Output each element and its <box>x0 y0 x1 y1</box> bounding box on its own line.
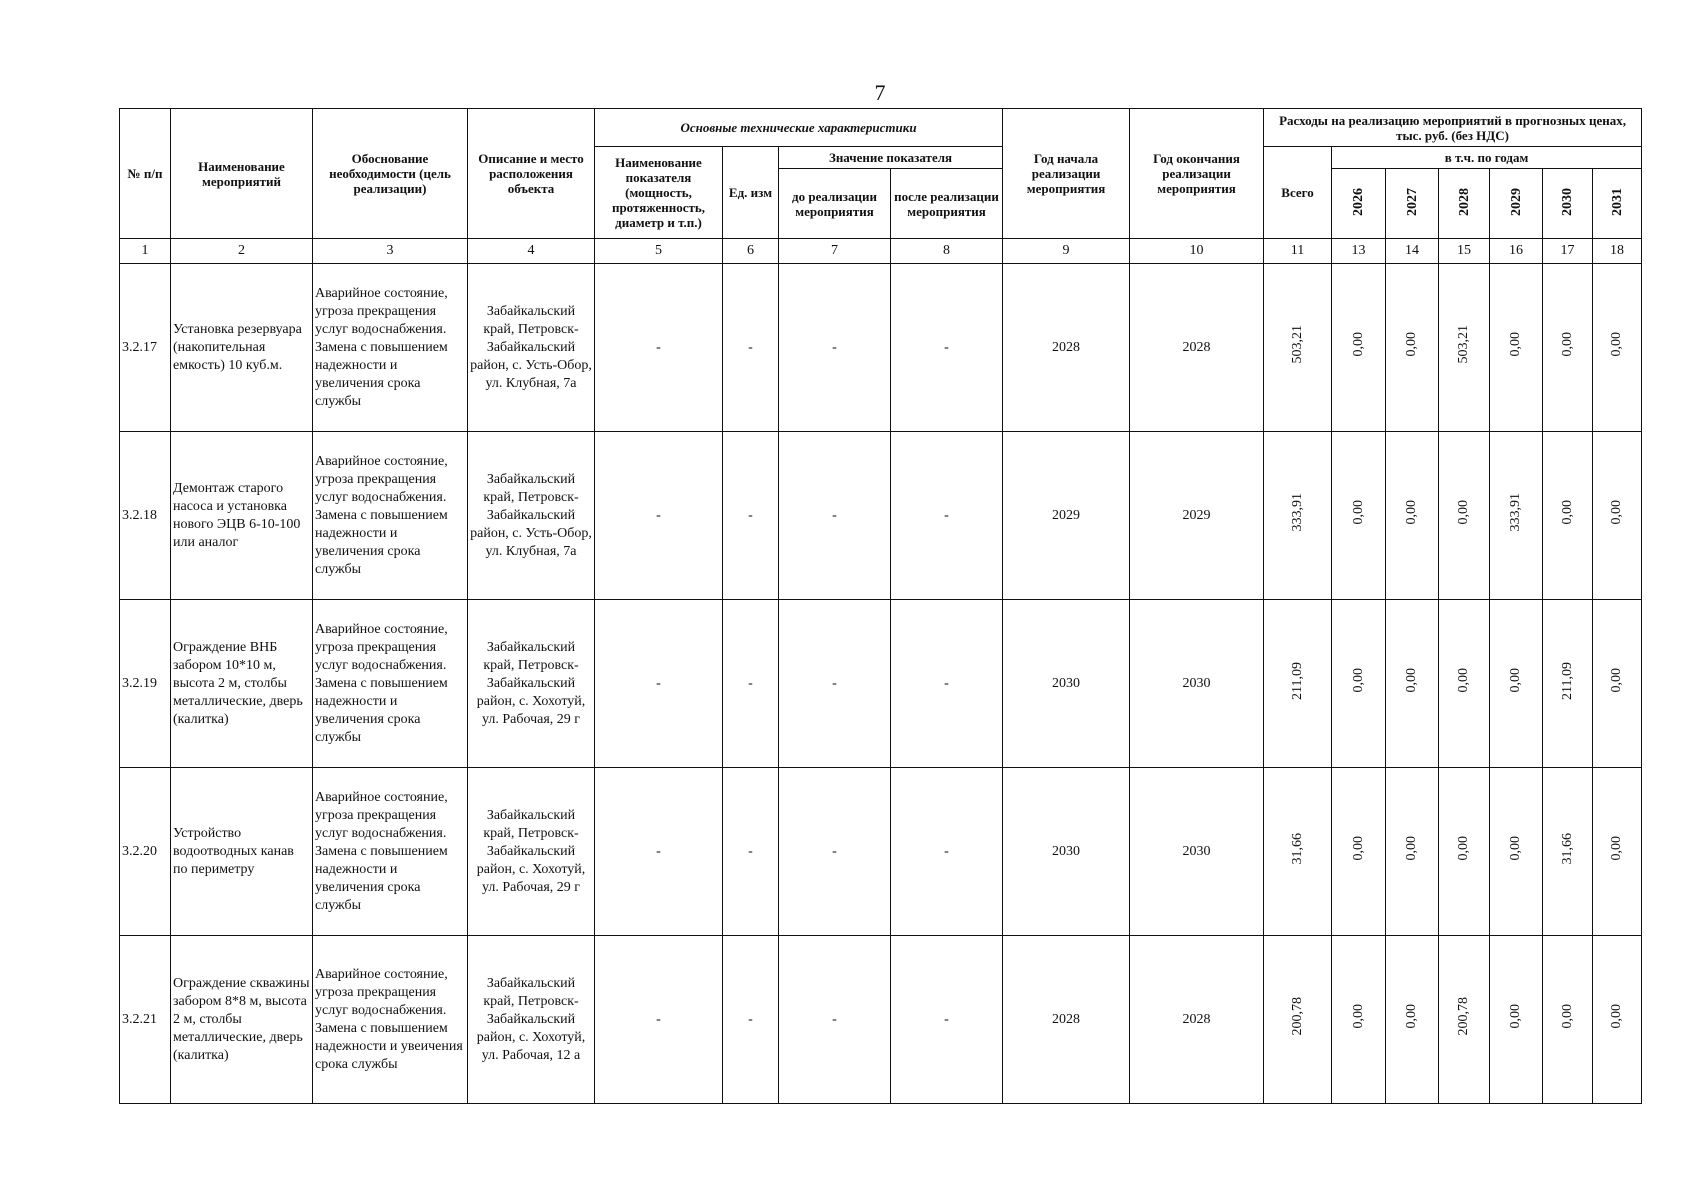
header-start-year: Год начала реализации мероприятия <box>1003 109 1130 239</box>
header-year-2028: 2028 <box>1439 169 1490 239</box>
header-end-year: Год окончания реализации мероприятия <box>1130 109 1264 239</box>
column-number: 4 <box>468 239 595 264</box>
column-number: 15 <box>1439 239 1490 264</box>
header-year-2027: 2027 <box>1386 169 1439 239</box>
table-row <box>120 936 1642 1104</box>
value-before: - <box>779 432 891 600</box>
column-number: 13 <box>1332 239 1386 264</box>
cost-2028: 0,00 <box>1439 600 1490 768</box>
header-after: после реализации мероприятия <box>891 169 1003 239</box>
cost-2026: 0,00 <box>1332 600 1386 768</box>
header-years-group: в т.ч. по годам <box>1332 147 1642 169</box>
column-number: 1 <box>120 239 171 264</box>
measure-location: Забайкальский край, Петровск-Забайкальский район, с. Хохотуй, ул. Рабочая, 29 г <box>468 768 595 936</box>
indicator-name: - <box>595 264 723 432</box>
indicator-name: - <box>595 432 723 600</box>
cost-2029: 0,00 <box>1490 600 1543 768</box>
start-year: 2029 <box>1003 432 1130 600</box>
column-number: 7 <box>779 239 891 264</box>
header-value-group: Значение показателя <box>779 147 1003 169</box>
cost-2029: 0,00 <box>1490 768 1543 936</box>
measure-location: Забайкальский край, Петровск-Забайкальский район, с. Хохотуй, ул. Рабочая, 29 г <box>468 600 595 768</box>
start-year: 2028 <box>1003 264 1130 432</box>
table-row <box>120 264 1642 432</box>
investment-measures-table <box>119 108 1642 1104</box>
column-number: 10 <box>1130 239 1264 264</box>
cost-2026: 0,00 <box>1332 264 1386 432</box>
cost-2030: 31,66 <box>1543 768 1593 936</box>
header-unit: Ед. изм <box>723 147 779 239</box>
header-year-2029: 2029 <box>1490 169 1543 239</box>
cost-2028: 200,78 <box>1439 936 1490 1104</box>
value-before: - <box>779 600 891 768</box>
measure-name: Ограждение ВНБ забором 10*10 м, высота 2 м, столбы металлические, дверь (калитка) <box>171 600 313 768</box>
measure-reason: Аварийное состояние, угроза прекращения услуг водоснабжения. Замена с повышением надежности и увеличения срока службы <box>313 768 468 936</box>
cost-2030: 0,00 <box>1543 432 1593 600</box>
header-year-2030: 2030 <box>1543 169 1593 239</box>
measure-name: Устройство водоотводных канав по периметру <box>171 768 313 936</box>
cost-total: 503,21 <box>1264 264 1332 432</box>
measure-reason: Аварийное состояние, угроза прекращения услуг водоснабжения. Замена с повышением надежности и увеличения срока службы <box>313 264 468 432</box>
measure-reason: Аварийное состояние, угроза прекращения услуг водоснабжения. Замена с повышением надежности и увеичения срока службы <box>313 936 468 1104</box>
cost-2027: 0,00 <box>1386 264 1439 432</box>
cost-2028: 503,21 <box>1439 264 1490 432</box>
cost-total: 211,09 <box>1264 600 1332 768</box>
value-after: - <box>891 936 1003 1104</box>
cost-2027: 0,00 <box>1386 600 1439 768</box>
cost-2031: 0,00 <box>1593 600 1642 768</box>
unit: - <box>723 768 779 936</box>
table-row <box>120 768 1642 936</box>
indicator-name: - <box>595 768 723 936</box>
column-number: 5 <box>595 239 723 264</box>
cost-total: 333,91 <box>1264 432 1332 600</box>
header-indicator: Наименование показателя (мощность, протяженность, диаметр и т.п.) <box>595 147 723 239</box>
header-reason: Обоснование необходимости (цель реализации) <box>313 109 468 239</box>
column-number: 14 <box>1386 239 1439 264</box>
measure-name: Демонтаж старого насоса и установка нового ЭЦВ 6-10-100 или аналог <box>171 432 313 600</box>
header-costs-group: Расходы на реализацию мероприятий в прогнозных ценах, тыс. руб. (без НДС) <box>1264 109 1642 147</box>
header-year-2026: 2026 <box>1332 169 1386 239</box>
row-number: 3.2.21 <box>120 936 171 1104</box>
measure-reason: Аварийное состояние, угроза прекращения услуг водоснабжения. Замена с повышением надежности и увеличения срока службы <box>313 600 468 768</box>
cost-2027: 0,00 <box>1386 936 1439 1104</box>
cost-2029: 0,00 <box>1490 936 1543 1104</box>
cost-2029: 333,91 <box>1490 432 1543 600</box>
value-before: - <box>779 936 891 1104</box>
cost-2031: 0,00 <box>1593 432 1642 600</box>
start-year: 2030 <box>1003 600 1130 768</box>
cost-2027: 0,00 <box>1386 432 1439 600</box>
unit: - <box>723 600 779 768</box>
cost-2029: 0,00 <box>1490 264 1543 432</box>
start-year: 2030 <box>1003 768 1130 936</box>
table-row <box>120 600 1642 768</box>
value-after: - <box>891 600 1003 768</box>
value-after: - <box>891 264 1003 432</box>
cost-2026: 0,00 <box>1332 936 1386 1104</box>
column-number: 6 <box>723 239 779 264</box>
header-before: до реализации мероприятия <box>779 169 891 239</box>
measure-name: Ограждение скважины забором 8*8 м, высота 2 м, столбы металлические, дверь (калитка) <box>171 936 313 1104</box>
cost-2027: 0,00 <box>1386 768 1439 936</box>
column-number: 17 <box>1543 239 1593 264</box>
header-no: № п/п <box>120 109 171 239</box>
cost-2026: 0,00 <box>1332 432 1386 600</box>
end-year: 2028 <box>1130 936 1264 1104</box>
row-number: 3.2.17 <box>120 264 171 432</box>
unit: - <box>723 936 779 1104</box>
end-year: 2030 <box>1130 768 1264 936</box>
measure-reason: Аварийное состояние, угроза прекращения услуг водоснабжения. Замена с повышением надежности и увеличения срока службы <box>313 432 468 600</box>
end-year: 2030 <box>1130 600 1264 768</box>
cost-2028: 0,00 <box>1439 768 1490 936</box>
page-number: 7 <box>874 80 886 105</box>
end-year: 2029 <box>1130 432 1264 600</box>
cost-2030: 0,00 <box>1543 936 1593 1104</box>
cost-2030: 211,09 <box>1543 600 1593 768</box>
column-number: 8 <box>891 239 1003 264</box>
cost-2031: 0,00 <box>1593 264 1642 432</box>
column-number: 3 <box>313 239 468 264</box>
column-number: 9 <box>1003 239 1130 264</box>
value-before: - <box>779 768 891 936</box>
column-numbers-row <box>120 239 1642 264</box>
header-total: Всего <box>1264 147 1332 239</box>
column-number: 18 <box>1593 239 1642 264</box>
measure-location: Забайкальский край, Петровск-Забайкальский район, с. Усть-Обор, ул. Клубная, 7а <box>468 432 595 600</box>
unit: - <box>723 264 779 432</box>
measure-name: Установка резервуара (накопительная емкость) 10 куб.м. <box>171 264 313 432</box>
unit: - <box>723 432 779 600</box>
cost-2026: 0,00 <box>1332 768 1386 936</box>
header-location: Описание и место расположения объекта <box>468 109 595 239</box>
column-number: 11 <box>1264 239 1332 264</box>
cost-total: 200,78 <box>1264 936 1332 1104</box>
measure-location: Забайкальский край, Петровск-Забайкальский район, с. Усть-Обор, ул. Клубная, 7а <box>468 264 595 432</box>
cost-2028: 0,00 <box>1439 432 1490 600</box>
cost-total: 31,66 <box>1264 768 1332 936</box>
value-after: - <box>891 768 1003 936</box>
cost-2031: 0,00 <box>1593 936 1642 1104</box>
value-after: - <box>891 432 1003 600</box>
end-year: 2028 <box>1130 264 1264 432</box>
value-before: - <box>779 264 891 432</box>
table-row <box>120 432 1642 600</box>
cost-2030: 0,00 <box>1543 264 1593 432</box>
header-name: Наименование мероприятий <box>171 109 313 239</box>
header-tech-group: Основные технические характеристики <box>595 109 1003 147</box>
column-number: 16 <box>1490 239 1543 264</box>
start-year: 2028 <box>1003 936 1130 1104</box>
row-number: 3.2.18 <box>120 432 171 600</box>
row-number: 3.2.19 <box>120 600 171 768</box>
column-number: 2 <box>171 239 313 264</box>
row-number: 3.2.20 <box>120 768 171 936</box>
cost-2031: 0,00 <box>1593 768 1642 936</box>
header-year-2031: 2031 <box>1593 169 1642 239</box>
indicator-name: - <box>595 936 723 1104</box>
indicator-name: - <box>595 600 723 768</box>
measure-location: Забайкальский край, Петровск-Забайкальский район, с. Хохотуй, ул. Рабочая, 12 а <box>468 936 595 1104</box>
